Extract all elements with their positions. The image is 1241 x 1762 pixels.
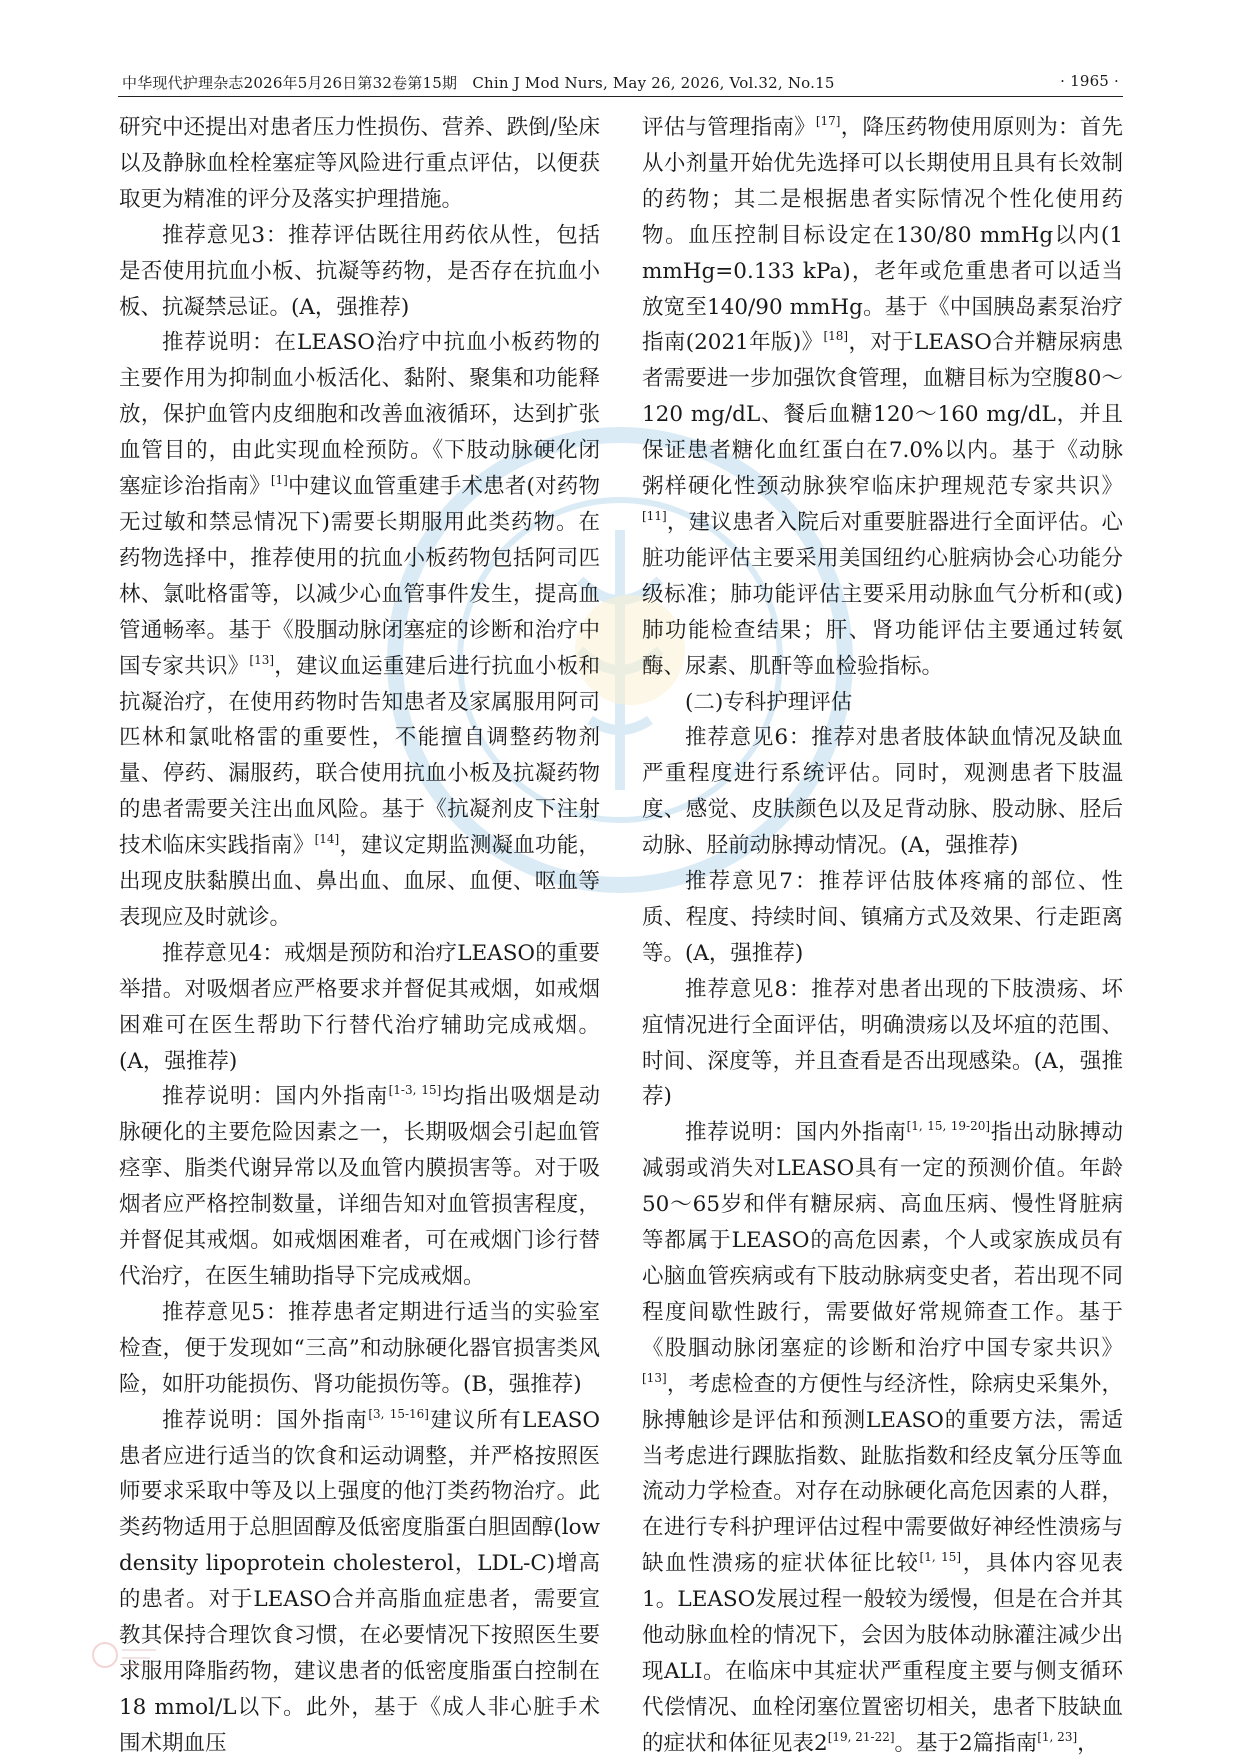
text-run: 推荐说明：国外指南 bbox=[162, 1407, 369, 1433]
text-run: 推荐说明：国内外指南 bbox=[162, 1084, 389, 1110]
text-run: ，建议血运重建后进行抗血小板和抗凝治疗，在使用药物时告知患者及家属服用阿司匹林和氯吡格雷的重要性，不能擅自调整药物剂量、停药、漏服药，联合使用抗血小板及抗凝药物的患者需要关注出血风险。基于《抗凝剂皮下注射技术临床实践指南》 bbox=[119, 653, 600, 859]
text-run: ，具体内容见表1。LEASO发展过程一般较为缓慢，但是在合并其他动脉血栓的情况下，会因为肢体动脉灌注减少出现ALI。在临床中其症状严重程度主要与侧支循环代偿情况、血栓闭塞位置密切相关，患者下肢缺血的症状和体征见表2 bbox=[642, 1551, 1123, 1756]
text-run: 推荐意见4：戒烟是预防和治疗LEASO的重要举措。对吸烟者应严格要求并督促其戒烟，如戒烟困难可在医生帮助下行替代治疗辅助完成戒烟。(A，强推荐) bbox=[119, 940, 600, 1074]
paragraph bbox=[642, 864, 1123, 972]
text-run: ，建议定期监测凝血功能，出现皮肤黏膜出血、鼻出血、血尿、血便、呕血等表现应及时就诊。 bbox=[119, 833, 600, 930]
text-run: 建议所有LEASO患者应进行适当的饮食和运动调整，并严格按照医师要求采取中等及以上强度的他汀类药物治疗。此类药物适用于总胆固醇及低密度脂蛋白胆固醇(low density lipoprotein cholesterol，LDL-C)增高的患者。对于LEASO合并高脂血症患者，需要宣教其保持合理饮食习惯，在必要情况下按照医生要求服用降脂药物，建议患者的低密度脂蛋白控制在18 mmol/L以下。此外，基于《成人非心脏手术围术期血压 bbox=[119, 1407, 600, 1756]
text-run: 中建议血管重建手术患者(对药物无过敏和禁忌情况下)需要长期服用此类药物。在药物选择中，推荐使用的抗血小板药物包括阿司匹林、氯吡格雷等，以减少心血管事件发生，提高血管通畅率。基于《股腘动脉闭塞症的诊断和治疗中国专家共识》 bbox=[119, 474, 600, 679]
paragraph bbox=[119, 325, 600, 935]
text-run: ，降压药物使用原则为：首先从小剂量开始优先选择可以长期使用且具有长效制的药物；其二是根据患者实际情况个性化使用药物。血压控制目标设定在130/80 mmHg以内(1 mmHg=0.133 kPa)，老年或危重患者可以适当放宽至140/90 mmHg。基于《中国胰岛素泵治疗指南(2021年版)》 bbox=[642, 115, 1123, 356]
left-column bbox=[119, 110, 600, 1762]
text-run: 研究中还提出对患者压力性损伤、营养、跌倒/坠床以及静脉血栓栓塞症等风险进行重点评估，以便获取更为精准的评分及落实护理措施。 bbox=[119, 115, 600, 212]
citation-ref: [13] bbox=[642, 1370, 667, 1385]
text-run: 推荐意见3：推荐评估既往用药依从性，包括是否使用抗血小板、抗凝等药物，是否存在抗血小板、抗凝禁忌证。(A，强推荐) bbox=[119, 222, 600, 320]
paragraph bbox=[119, 1079, 600, 1294]
citation-ref: [14] bbox=[314, 832, 340, 847]
text-run: ，考虑检查的方便性与经济性，除病史采集外，脉搏触诊是评估和预测LEASO的重要方法，需适当考虑进行踝肱指数、趾肱指数和经皮氧分压等血流动力学检查。对存在动脉硬化高危因素的人群，在进行专科护理评估过程中需要做好神经性溃疡与缺血性溃疡的症状体征比较 bbox=[642, 1371, 1123, 1577]
paragraph bbox=[119, 936, 600, 1080]
text-run: 推荐意见7：推荐评估肢体疼痛的部位、性质、程度、持续时间、镇痛方式及效果、行走距离等。(A，强推荐) bbox=[642, 869, 1123, 966]
paragraph bbox=[642, 110, 1123, 685]
publisher-logo-watermark bbox=[90, 1640, 160, 1670]
text-run: 评估与管理指南》 bbox=[642, 115, 816, 140]
paragraph bbox=[642, 720, 1123, 864]
citation-ref: [1, 15] bbox=[919, 1550, 962, 1565]
paragraph bbox=[642, 972, 1123, 1116]
text-run: 推荐说明：国内外指南 bbox=[685, 1120, 907, 1146]
text-run: 。基于2篇指南 bbox=[894, 1730, 1038, 1756]
citation-ref: [17] bbox=[815, 114, 841, 128]
paragraph bbox=[119, 1295, 600, 1403]
citation-ref: [3, 15-16] bbox=[368, 1406, 429, 1421]
text-run: ，建议患者入院后对重要脏器进行全面评估。心脏功能评估主要采用美国纽约心脏病协会心功能分级标准；肺功能评估主要采用动脉血气分析和(或)肺功能检查结果；肝、肾功能评估主要通过转氨酶、尿素、肌酐等血检验指标。 bbox=[642, 509, 1123, 679]
text-run: 推荐意见8：推荐对患者出现的下肢溃疡、坏疽情况进行全面评估，明确溃疡以及坏疽的范围、时间、深度等，并且查看是否出现感染。(A，强推荐) bbox=[642, 976, 1123, 1110]
text-run: 均指出吸烟是动脉硬化的主要危险因素之一，长期吸烟会引起血管痉挛、脂类代谢异常以及血管内膜损害等。对于吸烟者应严格控制数量，详细告知对血管损害程度，并督促其戒烟。如戒烟困难者，可在戒烟门诊行替代治疗，在医生辅助指导下完成戒烟。 bbox=[119, 1084, 600, 1289]
paragraph bbox=[642, 685, 1123, 721]
text-run: ， bbox=[1077, 1730, 1099, 1756]
text-run: (二)专科护理评估 bbox=[685, 689, 853, 715]
paragraph bbox=[119, 218, 600, 326]
citation-ref: [18] bbox=[823, 329, 849, 344]
journal-citation: 中华现代护理杂志2026年5月26日第32卷第15期 Chin J Mod Nurs, May 26, 2026, Vol.32, No.15 bbox=[122, 74, 835, 92]
paragraph bbox=[119, 110, 600, 218]
citation-ref: [1] bbox=[270, 473, 288, 488]
citation-ref: [11] bbox=[642, 508, 667, 523]
citation-ref: [1-3, 15] bbox=[388, 1083, 442, 1098]
page-number: · 1965 · bbox=[1060, 72, 1119, 90]
text-run: 推荐意见6：推荐对患者肢体缺血情况及缺血严重程度进行系统评估。同时，观测患者下肢温度、感觉、皮肤颜色以及足背动脉、股动脉、胫后动脉、胫前动脉搏动情况。(A，强推荐) bbox=[642, 725, 1123, 859]
text-run: ，对于LEASO合并糖尿病患者需要进一步加强饮食管理，血糖目标为空腹80～120 mg/dL、餐后血糖120～160 mg/dL，并且保证患者糖化血红蛋白在7.0%以内。基于《动脉粥样硬化性颈动脉狭窄临床护理规范专家共识》 bbox=[642, 330, 1123, 500]
paragraph bbox=[642, 1115, 1123, 1761]
citation-ref: [1, 23] bbox=[1037, 1729, 1078, 1744]
text-run: 推荐意见5：推荐患者定期进行适当的实验室检查，便于发现如“三高”和动脉硬化器官损害类风险，如肝功能损伤、肾功能损伤等。(B，强推荐) bbox=[119, 1299, 600, 1397]
text-run: 推荐说明：在LEASO治疗中抗血小板药物的主要作用为抑制血小板活化、黏附、聚集和功能释放，保护血管内皮细胞和改善血液循环，达到扩张血管目的，由此实现血栓预防。《下肢动脉硬化闭塞症诊治指南》 bbox=[119, 330, 600, 500]
citation-ref: [13] bbox=[249, 652, 275, 667]
running-header bbox=[118, 68, 1123, 97]
paragraph bbox=[119, 1403, 600, 1762]
citation-ref: [19, 21-22] bbox=[827, 1729, 895, 1744]
right-column bbox=[642, 110, 1123, 1762]
citation-ref: [1, 15, 19-20] bbox=[906, 1119, 991, 1134]
text-run: 指出动脉搏动减弱或消失对LEASO具有一定的预测价值。年龄50～65岁和伴有糖尿病、高血压病、慢性肾脏病等都属于LEASO的高危因素，个人或家族成员有心脑血管疾病或有下肢动脉病变史者，若出现不同程度间歇性跛行，需要做好常规筛查工作。基于《股腘动脉闭塞症的诊断和治疗中国专家共识》 bbox=[642, 1120, 1123, 1361]
